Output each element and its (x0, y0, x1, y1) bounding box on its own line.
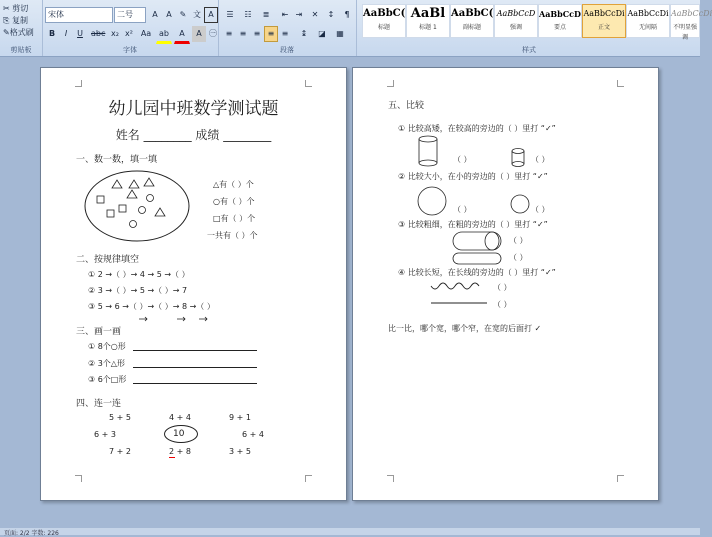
square-count: □有（ ）个 (213, 214, 256, 223)
grow-font-button[interactable]: A (152, 10, 158, 19)
question-4: ④ 比较长短，在长线的旁边的（ ）里打 “✓” (398, 268, 556, 277)
style-name: 强调 (509, 24, 522, 31)
underline-button[interactable]: U (77, 29, 83, 38)
line-spacing-button[interactable]: ↨ (300, 29, 308, 38)
ribbon (0, 0, 712, 57)
shading-button[interactable]: ◪ (318, 29, 326, 38)
numbering-button[interactable]: ☷ (244, 10, 252, 19)
style-sample: AaBbCcDi (627, 9, 669, 18)
sort-button[interactable]: ↕ (327, 10, 335, 19)
q3-answer-b: （ ） (509, 253, 528, 262)
style-name: 不明显强调 (672, 24, 697, 41)
justify-button[interactable]: ≡ (264, 26, 278, 42)
compare-width-line: 比一比，哪个宽，哪个窄，在宽的后面打 ✓ (388, 324, 542, 333)
section-4-heading: 四、连一连 (76, 399, 122, 409)
style-sample: AaBbCcD (539, 9, 581, 19)
draw-row-3: ③ 6个□形 (88, 375, 127, 384)
corner-mark (387, 475, 394, 482)
short-cylinder (510, 147, 526, 169)
draw-row-2: ② 3个△形 (88, 359, 125, 368)
page-2 (352, 67, 659, 501)
style-sample: AaBl (410, 6, 446, 21)
styles-group-label: 样式 (522, 46, 536, 54)
pattern-row-3: ③ 5 → 6 →（ ）→（ ）→ 8 →（ ） (88, 302, 215, 311)
cut-label: 剪切 (12, 4, 29, 13)
shapes-oval (83, 168, 191, 244)
arrow-row (137, 315, 217, 323)
shrink-font-button[interactable]: A (166, 10, 172, 19)
style-sample: AaBbCcDi (583, 9, 625, 18)
thick-thin-tubes (449, 230, 507, 266)
paragraph-group (218, 0, 357, 56)
question-2: ② 比较大小，在小的旁边的（ ）里打 “✓” (398, 172, 548, 181)
align-center-button[interactable]: ≡ (239, 29, 247, 38)
paragraph-group-label: 段落 (280, 46, 294, 54)
align-left-button[interactable]: ≡ (225, 29, 233, 38)
align-right-button[interactable]: ≡ (253, 29, 261, 38)
decrease-indent-button[interactable]: ⇤ (281, 10, 289, 19)
font-name-value: 宋体 (48, 10, 64, 19)
font-name-select[interactable] (45, 7, 113, 23)
match-r3c1: 7 + 2 (109, 447, 131, 456)
status-bar (0, 528, 700, 535)
pattern-row-1: ① 2 →（ ）→ 4 → 5 →（ ） (88, 270, 190, 279)
subscript-button[interactable]: x₂ (111, 29, 119, 38)
q1-answer-b: （ ） (531, 155, 550, 164)
match-r1c2: 4 + 4 (169, 413, 191, 422)
style-strong[interactable] (538, 4, 582, 38)
bullets-button[interactable]: ☰ (226, 10, 234, 19)
question-1: ① 比较高矮，在较高的旁边的（ ）里打 “✓” (398, 124, 556, 133)
corner-mark (75, 80, 82, 87)
style-name: 副标题 (462, 24, 481, 31)
q3-answer-a: （ ） (509, 236, 528, 245)
q1-answer-a: （ ） (453, 155, 472, 164)
phonetic-button[interactable]: 文 (193, 10, 201, 19)
copy-label: 复制 (11, 16, 28, 25)
bold-button[interactable]: B (48, 29, 56, 38)
font-size-value: 二号 (117, 10, 133, 19)
draw-line-1 (133, 350, 257, 351)
section-5-heading: 五、比较 (388, 101, 425, 111)
corner-mark (387, 80, 394, 87)
change-case-button[interactable]: Aa (140, 29, 152, 38)
style-heading1[interactable] (406, 4, 450, 38)
style-name: 无间隔 (638, 24, 657, 31)
draw-line-3 (133, 383, 257, 384)
total-count: 一共有（ ）个 (207, 231, 258, 240)
distributed-button[interactable]: ≡ (281, 29, 289, 38)
tall-cylinder (417, 134, 439, 168)
enclose-char-button[interactable]: ㊀ (209, 29, 217, 38)
big-circle (415, 186, 449, 216)
font-color-button[interactable]: A (174, 26, 190, 44)
style-subtitle[interactable] (450, 4, 494, 38)
q2-answer-b: （ ） (531, 205, 550, 214)
format-painter-label: 格式刷 (9, 28, 34, 37)
multilevel-list-button[interactable]: ≣ (262, 10, 270, 19)
match-r2c2: 10 (173, 429, 185, 439)
section-3-heading: 三、画一画 (76, 327, 122, 337)
match-r1c3: 9 + 1 (229, 413, 251, 422)
asian-layout-button[interactable]: ✕ (311, 10, 319, 19)
corner-mark (617, 80, 624, 87)
show-marks-button[interactable]: ¶ (344, 10, 350, 19)
clear-format-button[interactable]: ✎ (179, 10, 187, 19)
char-border-button[interactable]: A (204, 7, 218, 23)
font-group (42, 0, 219, 56)
char-shading-button[interactable]: A (192, 26, 206, 42)
match-r3c3: 3 + 5 (229, 447, 251, 456)
italic-button[interactable]: I (64, 29, 68, 38)
match-r3c2: 2 + 8 (169, 447, 191, 456)
style-normal[interactable] (582, 4, 626, 38)
borders-button[interactable]: ▦ (336, 29, 344, 38)
corner-mark (305, 80, 312, 87)
curvy-and-straight-lines (429, 278, 491, 308)
question-3: ③ 比较粗细，在粗的旁边的（ ）里打 “✓” (398, 220, 548, 229)
style-no-spacing[interactable] (626, 4, 670, 38)
clipboard-group (0, 0, 43, 56)
q2-answer-a: （ ） (453, 205, 472, 214)
style-sample: AaBbCcD (496, 9, 536, 18)
q4-answer-a: （ ） (493, 283, 512, 292)
style-sample: AaBbC( (451, 8, 494, 19)
spell-underline (169, 457, 175, 458)
page-title: 幼儿园中班数学测试题 (108, 99, 279, 119)
style-title[interactable] (362, 4, 406, 38)
style-name: 要点 (553, 24, 566, 31)
page-1 (40, 67, 347, 501)
small-circle (509, 194, 531, 214)
pattern-row-2: ② 3 →（ ）→ 5 →（ ）→ 7 (88, 286, 188, 295)
corner-mark (305, 475, 312, 482)
superscript-button[interactable]: x² (125, 29, 133, 38)
q4-answer-b: （ ） (493, 300, 512, 309)
format-painter-button[interactable] (2, 25, 42, 41)
style-name: 标题 (377, 24, 390, 31)
triangle-count: △有（ ）个 (213, 180, 254, 189)
style-sample: AaBbCcDi (671, 9, 712, 18)
name-score-line: 姓名 ________ 成绩 ________ (115, 128, 272, 142)
match-r1c1: 5 + 5 (109, 413, 131, 422)
section-1-heading: 一、数一数，填一填 (76, 155, 158, 165)
draw-row-1: ① 8个○形 (88, 342, 126, 351)
styles-group (358, 0, 712, 56)
match-r2c1: 6 + 3 (94, 430, 116, 439)
font-size-select[interactable] (114, 7, 146, 23)
strikethrough-button[interactable]: abc (91, 29, 106, 38)
clipboard-group-label: 剪贴板 (10, 46, 32, 54)
circle-count: ○有（ ）个 (213, 197, 255, 206)
brush-icon: ✎ (3, 28, 10, 37)
style-name: 标题 1 (419, 24, 437, 31)
status-text: 页面: 2/2 字数: 226 (4, 530, 59, 537)
corner-mark (75, 475, 82, 482)
highlight-button[interactable]: ab (156, 26, 172, 44)
font-group-label: 字体 (123, 46, 137, 54)
style-name: 正文 (597, 24, 610, 31)
style-sample: AaBbC( (363, 8, 406, 19)
match-r2c3: 6 + 4 (242, 430, 264, 439)
style-subtle-emphasis[interactable] (670, 4, 712, 41)
style-emphasis[interactable] (494, 4, 538, 38)
draw-line-2 (133, 367, 257, 368)
copy-icon: ⎘ (3, 16, 10, 25)
scissors-icon: ✂ (3, 4, 10, 13)
section-2-heading: 二、按规律填空 (76, 255, 140, 265)
corner-mark (617, 475, 624, 482)
increase-indent-button[interactable]: ⇥ (295, 10, 303, 19)
